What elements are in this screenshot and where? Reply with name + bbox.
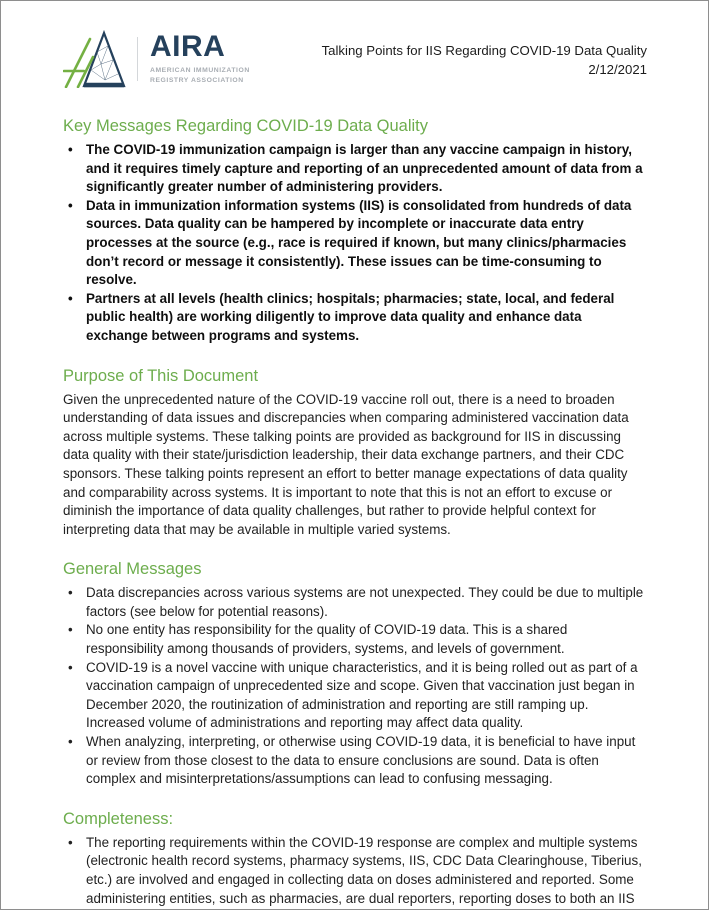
document-header — [63, 30, 647, 88]
logo-tagline-line2: REGISTRY ASSOCIATION — [150, 77, 244, 84]
list-item: • COVID-19 is a novel vaccine with unique characteristics, and it is being rolled out as part of a vaccination campaign of unprecedented size and scope. Given that vaccination just began in December 2020, the routinization of administration and reporting are still ramping up. Increased volume of administrations and reporting may affect data quality. — [63, 659, 647, 733]
aira-logo — [63, 30, 250, 88]
logo-text-block — [150, 29, 250, 86]
section-heading-purpose: Purpose of This Document — [63, 366, 259, 385]
section-heading-completeness: Completeness: — [63, 809, 174, 828]
list-item: • Partners at all levels (health clinics; hospitals; pharmacies; state, local, and federal public health) are working diligently to improve data quality and enhance data exchange between programs and systems. — [63, 290, 647, 346]
section-purpose — [63, 365, 647, 540]
aira-logo-icon — [63, 30, 127, 88]
completeness-list — [63, 834, 647, 908]
purpose-paragraph: Given the unprecedented nature of the COVID-19 vaccine roll out, there is a need to broaden understanding of data issues and discrepancies when comparing administered vaccination data across multiple systems. These talking points are provided as background for IIS in discussing data quality with their state/jurisdiction leadership, their data exchange partners, and their CDC sponsors. These talking points represent an effort to better manage expectations of data quality and comparability across systems. It is important to note that this is not an effort to excuse or diminish the importance of data quality challenges, but rather to provide helpful context for interpreting data that may be available in multiple varied systems. — [63, 391, 629, 537]
list-item: • Data discrepancies across various systems are not unexpected. They could be due to multiple factors (see below for potential reasons). — [63, 584, 647, 621]
section-general-messages — [63, 558, 647, 789]
document-title-block — [322, 30, 647, 79]
logo-tagline — [150, 66, 250, 86]
section-heading-general-messages: General Messages — [63, 560, 202, 579]
section-key-messages — [63, 115, 647, 346]
general-messages-list — [63, 584, 647, 789]
section-completeness — [63, 808, 647, 908]
document-date: 2/12/2021 — [588, 62, 647, 77]
list-item: • The COVID-19 immunization campaign is larger than any vaccine campaign in history, and it requires timely capture and reporting of an unprecedented amount of data from a significantly greater number of administering providers. — [63, 141, 647, 197]
logo-tagline-line1: AMERICAN IMMUNIZATION — [150, 66, 250, 74]
list-item: • Data in immunization information systems (IIS) is consolidated from hundreds of data sources. Data quality can be hampered by incomplete or inaccurate data entry processes at the source (e.g., race is required if known, but many clinics/pharmacies don’t record or message it consistently). These issues can be time-consuming to resolve. — [63, 197, 647, 290]
logo-divider — [137, 37, 138, 81]
document-title: Talking Points for IIS Regarding COVID-19 Data Quality — [321, 43, 647, 58]
logo-brand-text: AIRA — [150, 29, 226, 63]
list-item: • When analyzing, interpreting, or otherwise using COVID-19 data, it is beneficial to have input or review from those closest to the data to ensure conclusions are sound. Data is often complex and misinterpretations/assumptions can lead to confusing messaging. — [63, 733, 647, 789]
key-messages-list — [63, 141, 647, 346]
section-heading-key-messages: Key Messages Regarding COVID-19 Data Quality — [63, 117, 428, 135]
list-item: • The reporting requirements within the COVID-19 response are complex and multiple systems (electronic health record systems, pharmacy systems, IIS, CDC Data Clearinghouse, Tiberius, etc.) are involved and engaged in collecting data on doses administered and reported. Some administering entities, such as pharmacies, are dual reporters, reporting doses to both an IIS — [63, 834, 647, 908]
list-item: • No one entity has responsibility for the quality of COVID-19 data. This is a shared responsibility among thousands of providers, systems, and levels of government. — [63, 621, 647, 658]
